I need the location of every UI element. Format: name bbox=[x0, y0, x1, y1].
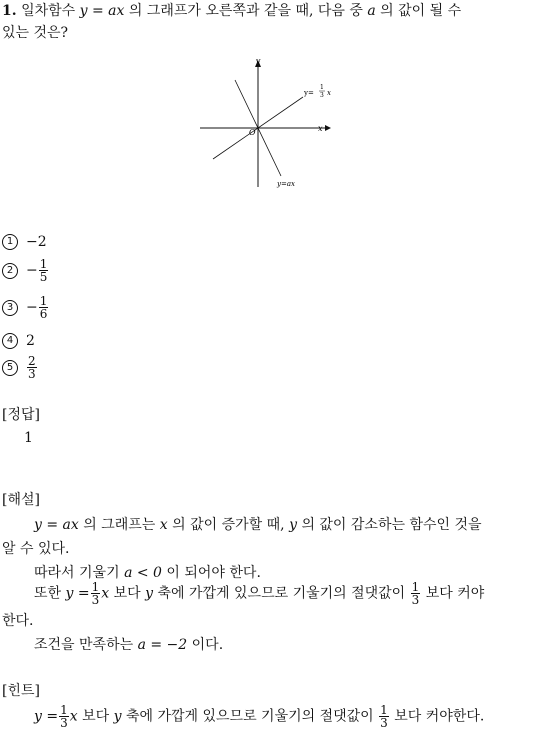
answer-heading: [정답] bbox=[2, 407, 40, 423]
line-label-one-third-left: y= bbox=[304, 89, 314, 97]
explanation-line-3: 따라서 기울기 a < 0 이 되어야 한다. bbox=[34, 565, 261, 581]
explanation-heading: [해설] bbox=[2, 492, 40, 508]
hint-heading: [힌트] bbox=[2, 683, 40, 699]
variable: a bbox=[367, 3, 376, 19]
function-graph bbox=[195, 55, 340, 195]
line-label-ax: y=ax bbox=[277, 180, 295, 188]
option-5: 5 $\frac{2}{3}$ bbox=[2, 355, 38, 380]
option-marker: 4 bbox=[2, 333, 18, 349]
x-axis-label: x bbox=[318, 124, 323, 133]
y-axis-label: y bbox=[256, 57, 261, 66]
question-text: 의 그래프가 오른쪽과 같을 때, 다음 중 bbox=[128, 3, 363, 19]
line-label-one-third-den: 3 bbox=[320, 92, 324, 99]
option-2: 2 − $\frac{1}{5}$ bbox=[2, 258, 49, 283]
equation: y = ax bbox=[79, 3, 125, 19]
option-1: 1 −2 bbox=[2, 232, 47, 252]
explanation-line-4: 또한 y = $\frac{1}{3}$ x 보다 y 축에 가깝게 있으므로 기울기의 절댓값이 $\frac{1}{3}$ 보다 커야 bbox=[34, 580, 485, 607]
line-label-one-third-num: 1 bbox=[320, 84, 324, 91]
explanation-line-1: y = ax 의 그래프는 x 의 값이 증가할 때, y 의 값이 감소하는 함수인 것을 bbox=[34, 517, 482, 533]
option-marker: 1 bbox=[2, 234, 18, 250]
option-4: 4 2 bbox=[2, 331, 35, 351]
option-marker: 3 bbox=[2, 300, 18, 316]
x-axis-arrow bbox=[325, 125, 331, 131]
hint-line: y = $\frac{1}{3}$ x 보다 y 축에 가깝게 있으므로 기울기의 절댓값이 $\frac{1}{3}$ 보다 커야한다. bbox=[34, 703, 485, 730]
explanation-line-6: 조건을 만족하는 a = −2 이다. bbox=[34, 637, 224, 653]
explanation-line-2: 알 수 있다. bbox=[2, 541, 70, 557]
option-marker: 2 bbox=[2, 263, 18, 279]
answer-value: 1 bbox=[24, 430, 33, 446]
question-text: 일차함수 bbox=[21, 3, 76, 19]
option-3: 3 − $\frac{1}{6}$ bbox=[2, 295, 49, 320]
line-label-one-third-right: x bbox=[327, 89, 331, 97]
option-marker: 5 bbox=[2, 360, 18, 376]
origin-label: O bbox=[249, 128, 256, 137]
explanation-line-5: 한다. bbox=[2, 613, 34, 629]
question-line-2: 있는 것은? bbox=[2, 25, 69, 41]
question-line-1 bbox=[2, 0, 461, 22]
question-text: 의 값이 될 수 bbox=[380, 3, 462, 19]
question-number: 1. bbox=[2, 3, 17, 19]
